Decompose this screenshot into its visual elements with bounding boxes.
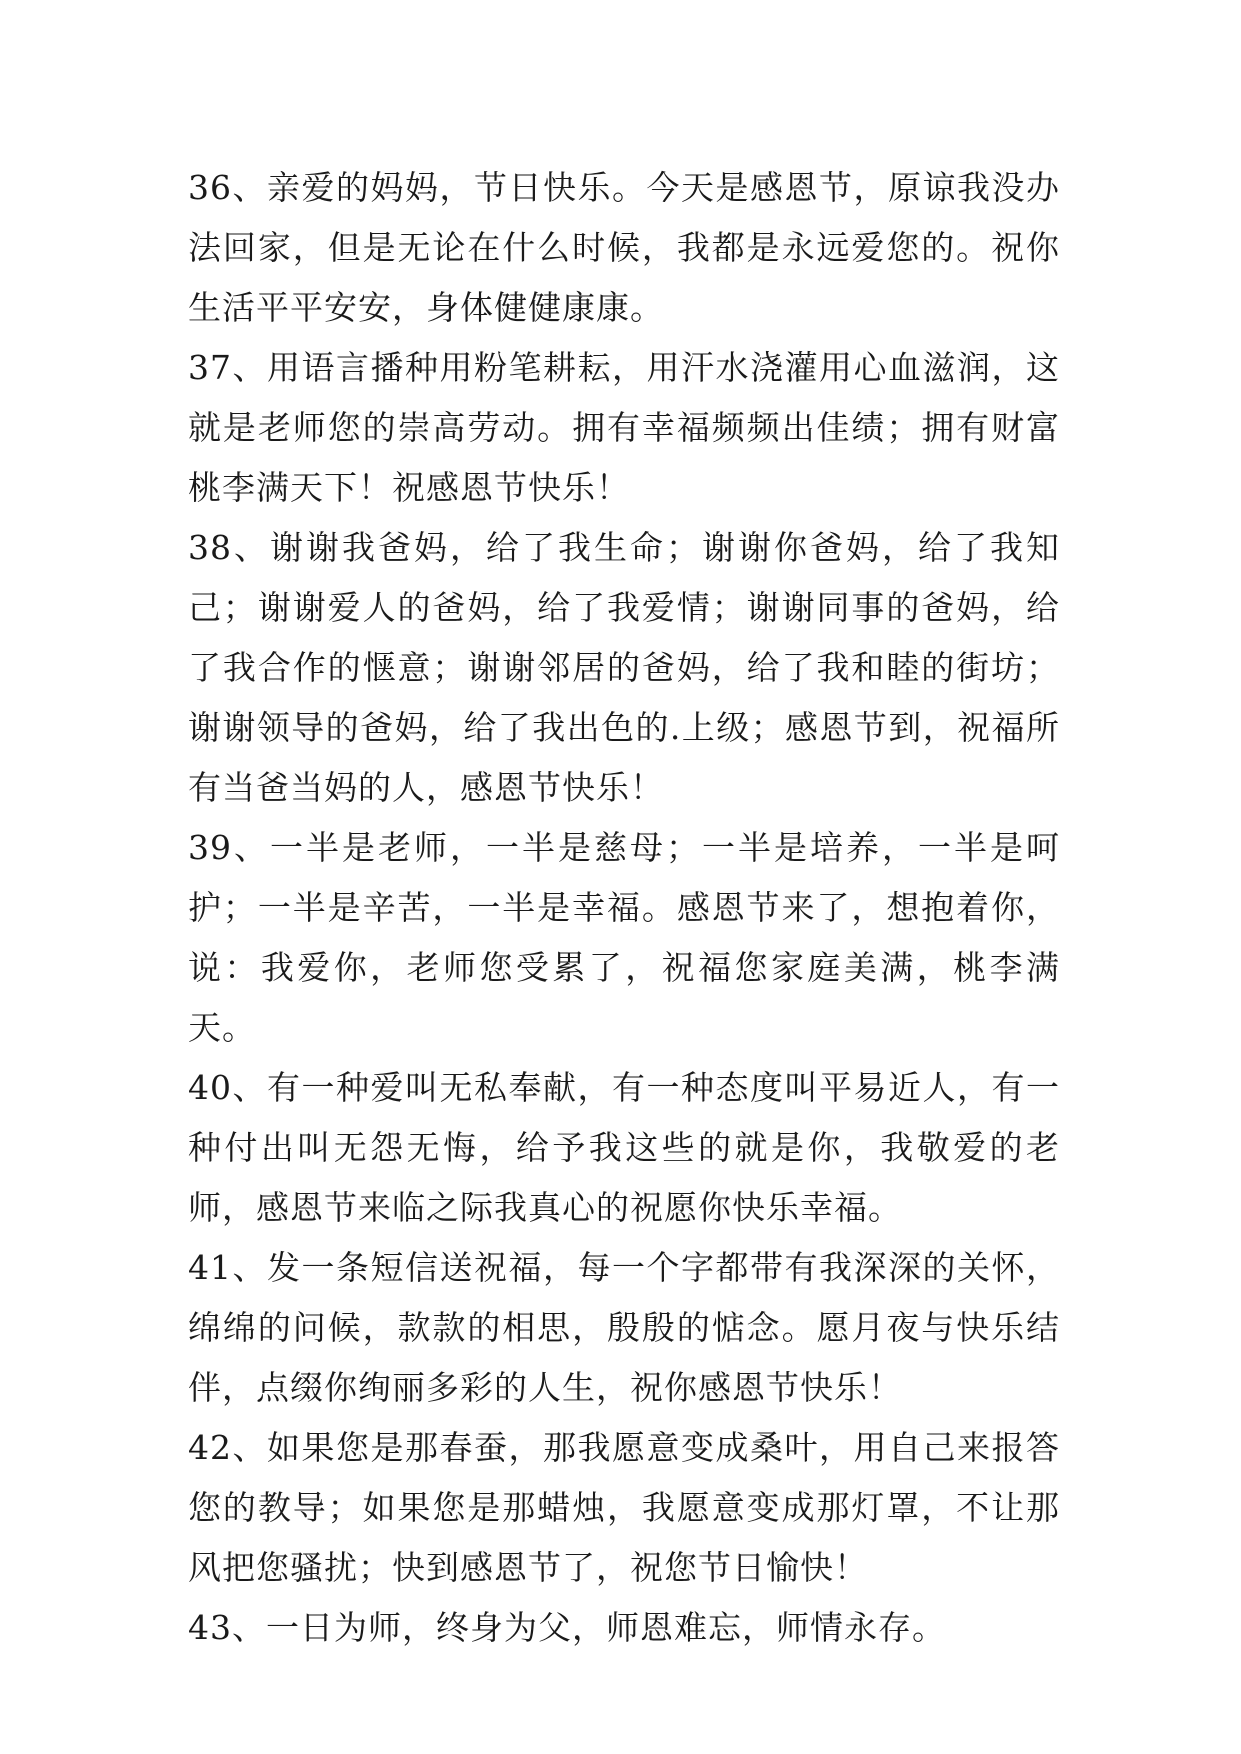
paragraph-42: 42、如果您是那春蚕，那我愿意变成桑叶，用自己来报答您的教导；如果您是那蜡烛，我愿意变成那灯罩，不让那风把您骚扰；快到感恩节了，祝您节日愉快！ bbox=[188, 1428, 1060, 1587]
paragraph-39: 39、一半是老师，一半是慈母；一半是培养，一半是呵护；一半是辛苦，一半是幸福。感恩节来了，想抱着你，说：我爱你，老师您受累了，祝福您家庭美满，桃李满天。 bbox=[188, 828, 1060, 1047]
paragraph-36: 36、亲爱的妈妈，节日快乐。今天是感恩节，原谅我没办法回家，但是无论在什么时候，我都是永远爱您的。祝你生活平平安安，身体健健康康。 bbox=[188, 168, 1060, 327]
paragraph-40: 40、有一种爱叫无私奉献，有一种态度叫平易近人，有一种付出叫无怨无悔，给予我这些的就是你，我敬爱的老师，感恩节来临之际我真心的祝愿你快乐幸福。 bbox=[188, 1068, 1060, 1227]
document-body bbox=[188, 158, 1060, 1658]
paragraph-43: 43、一日为师，终身为父，师恩难忘，师情永存。 bbox=[188, 1608, 946, 1647]
paragraph-37: 37、用语言播种用粉笔耕耘，用汗水浇灌用心血滋润，这就是老师您的崇高劳动。拥有幸福频频出佳绩；拥有财富桃李满天下！祝感恩节快乐！ bbox=[188, 348, 1060, 507]
paragraph-38: 38、谢谢我爸妈，给了我生命；谢谢你爸妈，给了我知己；谢谢爱人的爸妈，给了我爱情；谢谢同事的爸妈，给了我合作的惬意；谢谢邻居的爸妈，给了我和睦的街坊；谢谢领导的爸妈，给了我出色的.上级；感恩节到，祝福所有当爸当妈的人，感恩节快乐！ bbox=[188, 528, 1060, 807]
paragraph-41: 41、发一条短信送祝福，每一个字都带有我深深的关怀，绵绵的问候，款款的相思，殷殷的惦念。愿月夜与快乐结伴，点缀你绚丽多彩的人生，祝你感恩节快乐！ bbox=[188, 1248, 1060, 1407]
